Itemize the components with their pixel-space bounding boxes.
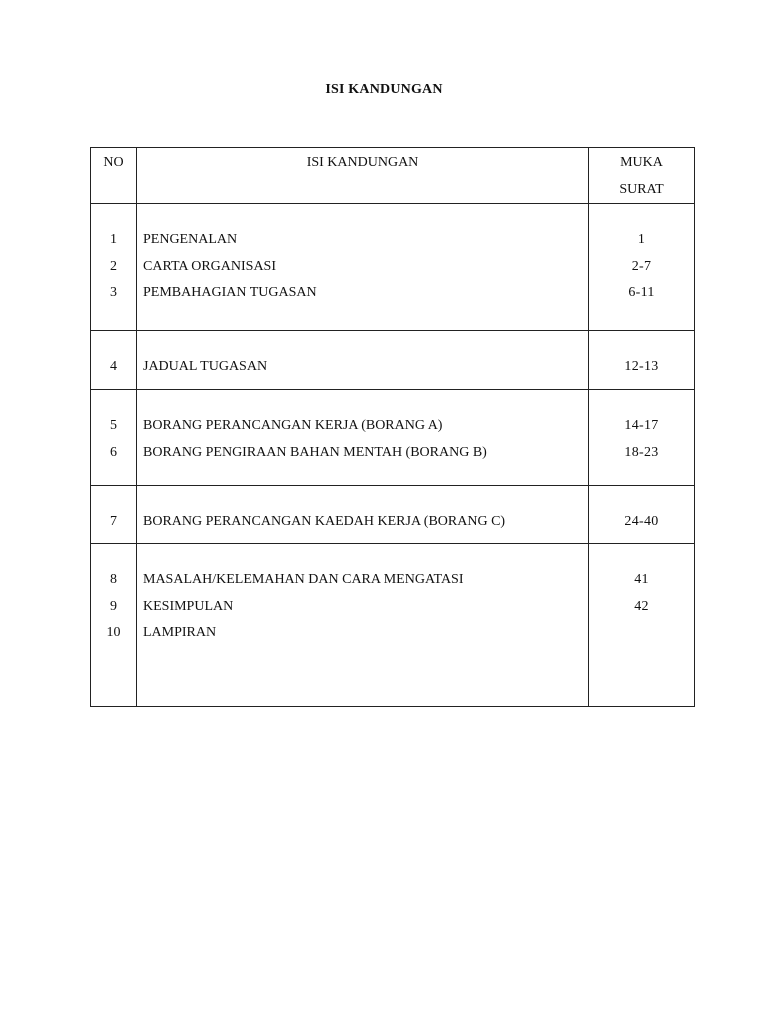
toc-page-cell xyxy=(589,331,695,390)
toc-group-row xyxy=(91,544,695,707)
toc-page-cell xyxy=(589,544,695,707)
toc-no-cell xyxy=(91,331,137,390)
toc-no-cell xyxy=(91,204,137,331)
entry-page: 18-23 xyxy=(624,444,659,460)
entry-number: 8 xyxy=(110,572,117,587)
entry-title: PENGENALAN xyxy=(143,232,238,247)
table-of-contents xyxy=(90,147,695,707)
entry-title: BORANG PERANCANGAN KAEDAH KERJA (BORANG C) xyxy=(143,514,506,529)
toc-no-cell xyxy=(91,486,137,544)
entry-page: 41 xyxy=(634,572,649,587)
toc-page-cell xyxy=(589,486,695,544)
entry-title: JADUAL TUGASAN xyxy=(143,359,268,374)
entry-number: 7 xyxy=(110,514,117,529)
entry-number: 10 xyxy=(106,625,121,640)
toc-title-cell xyxy=(137,331,589,390)
entry-page: 6-11 xyxy=(628,285,655,300)
header-title-label: ISI KANDUNGAN xyxy=(306,155,419,170)
toc-title-cell xyxy=(137,486,589,544)
document-title: ISI KANDUNGAN xyxy=(325,82,443,97)
entry-number: 9 xyxy=(110,598,117,614)
entry-page: 42 xyxy=(634,598,649,614)
entry-title: MASALAH/KELEMAHAN DAN CARA MENGATASI xyxy=(143,572,464,587)
entry-title: PEMBAHAGIAN TUGASAN xyxy=(143,285,317,300)
entry-number: 5 xyxy=(110,418,117,433)
entry-page: 1 xyxy=(637,232,646,247)
toc-title-cell xyxy=(137,204,589,331)
entry-page: 24-40 xyxy=(624,514,659,529)
toc-page-cell xyxy=(589,204,695,331)
entry-number: 3 xyxy=(110,285,117,300)
entry-title: CARTA ORGANISASI xyxy=(143,258,276,274)
entry-page xyxy=(589,620,694,647)
entry-title: LAMPIRAN xyxy=(143,625,217,640)
entry-title: KESIMPULAN xyxy=(143,598,234,614)
toc-page-cell xyxy=(589,390,695,486)
toc-group-row xyxy=(91,486,695,544)
entry-number: 2 xyxy=(110,258,117,274)
toc-group-row xyxy=(91,331,695,390)
toc-group-row xyxy=(91,204,695,331)
toc-title-cell xyxy=(137,544,589,707)
toc-group-row xyxy=(91,390,695,486)
header-title xyxy=(137,148,589,204)
table-header-row xyxy=(91,148,695,204)
entry-number: 4 xyxy=(110,359,117,374)
entry-page: 2-7 xyxy=(631,258,652,274)
entry-page: 12-13 xyxy=(624,359,659,374)
entry-title: BORANG PERANCANGAN KERJA (BORANG A) xyxy=(143,418,443,433)
header-no xyxy=(91,148,137,204)
entry-title: BORANG PENGIRAAN BAHAN MENTAH (BORANG B) xyxy=(143,444,487,460)
entry-number: 6 xyxy=(110,444,117,460)
header-page-label-line1: MUKA xyxy=(620,155,663,170)
toc-title-cell xyxy=(137,390,589,486)
header-no-label: NO xyxy=(103,155,124,170)
entry-page: 14-17 xyxy=(624,418,659,433)
header-page xyxy=(589,148,695,204)
toc-no-cell xyxy=(91,544,137,707)
entry-number: 1 xyxy=(110,232,117,247)
toc-no-cell xyxy=(91,390,137,486)
header-page-label-line2: SURAT xyxy=(619,182,664,197)
